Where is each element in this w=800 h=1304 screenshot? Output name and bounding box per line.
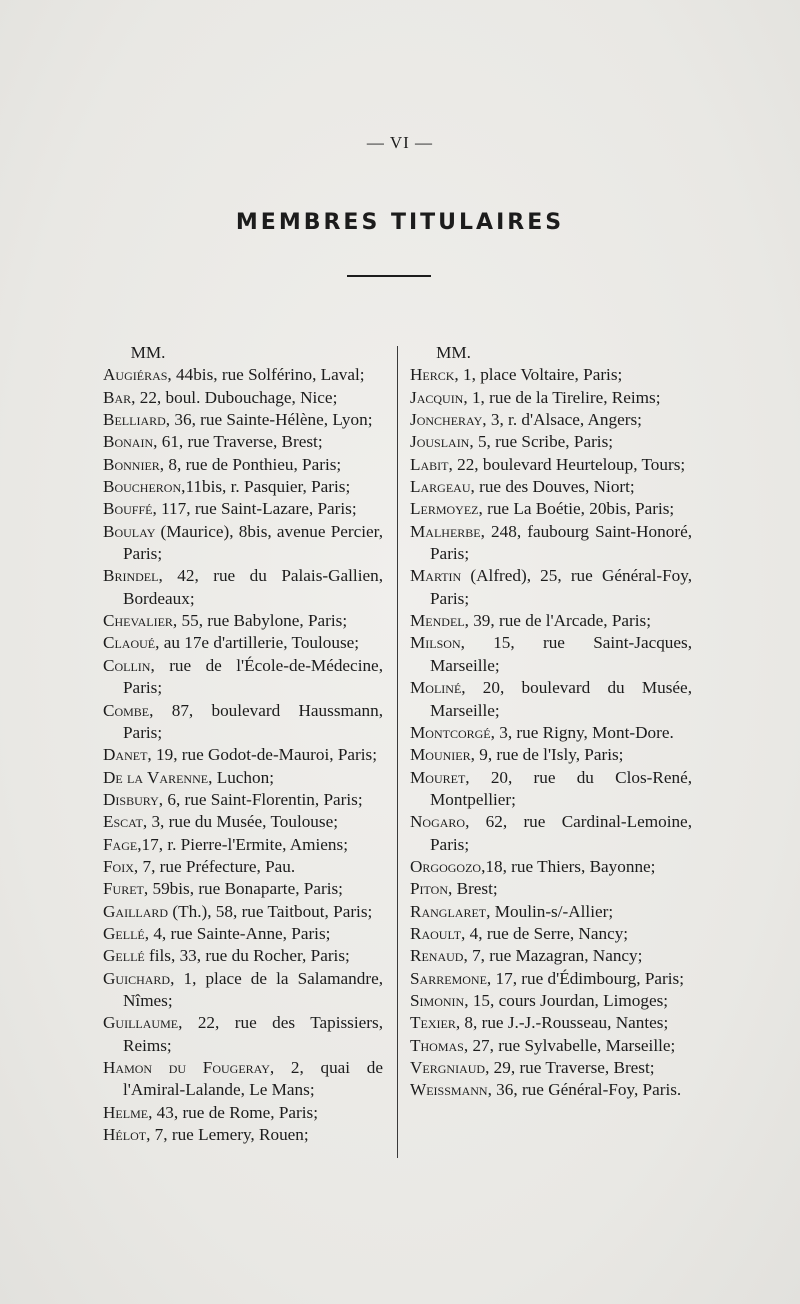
member-entry (103, 878, 383, 900)
member-name: Labit, (410, 454, 453, 474)
member-name: Bonnier, (103, 454, 165, 474)
member-address: 15, cours Jourdan, Limoges; (468, 990, 669, 1010)
member-address: 117, rue Saint-Lazare, Paris; (156, 499, 357, 519)
member-address: 4, rue Sainte-Anne, Paris; (149, 923, 331, 943)
member-entry (410, 923, 692, 945)
member-entry (410, 431, 692, 453)
member-entry (103, 610, 383, 632)
member-address: 20, rue du Clos-René, Montpellier; (430, 767, 692, 809)
member-name: Hamon du Fougeray, (103, 1058, 275, 1077)
member-address: fils, 33, rue du Rocher, Paris; (144, 946, 350, 966)
heading-rule (347, 275, 431, 277)
column-divider (397, 346, 398, 1158)
member-entry (103, 387, 383, 409)
member-address: rue des Douves, Niort; (474, 477, 635, 497)
member-address: 7, rue Lemery, Rouen; (150, 1125, 309, 1145)
member-address: 17, rue d'Édimbourg, Paris; (491, 968, 684, 988)
member-entry (410, 1012, 692, 1034)
member-address: au 17e d'artillerie, Toulouse; (159, 633, 360, 653)
member-name: De la Varenne, (103, 767, 213, 787)
member-entry (103, 1102, 383, 1124)
member-name: Mounier, (410, 745, 475, 765)
member-name: Joncheray, (410, 410, 487, 430)
member-name: Furet, (103, 879, 149, 899)
member-address: 5, rue Scribe, Paris; (473, 432, 614, 452)
member-address: 248, faubourg Saint-Honoré, Paris; (430, 521, 692, 564)
member-name: Milson, (410, 633, 465, 653)
member-name: Largeau, (410, 477, 475, 497)
member-entry (410, 744, 692, 766)
member-name: Herck, (410, 365, 459, 385)
member-name: Claoué, (103, 633, 160, 653)
member-entry (410, 945, 692, 967)
member-address: Brest; (452, 879, 498, 899)
member-name: Renaud, (410, 946, 468, 966)
member-address: 62, rue Cardinal-Lemoine, Paris; (430, 812, 692, 854)
member-entry (410, 1057, 692, 1079)
member-name: Gellé, (103, 923, 150, 943)
member-name: Moliné, (410, 678, 466, 698)
member-address: 15, rue Saint-Jacques, Marseille; (430, 633, 692, 675)
member-name: Sarremone, (410, 968, 492, 988)
member-name: Boucheron, (103, 477, 186, 497)
member-entry (103, 655, 383, 700)
left-member-list (103, 364, 383, 1146)
member-address: 2, quai de l'Amiral-Lalande, Le Mans; (123, 1058, 383, 1100)
member-entry (410, 878, 692, 900)
member-address: 55, rue Babylone, Paris; (177, 611, 348, 631)
member-address: 22, boulevard Heurteloup, Tours; (452, 454, 686, 474)
member-name: Jacquin, (410, 387, 468, 407)
member-address: 43, rue de Rome, Paris; (152, 1102, 319, 1122)
member-name: Simonin, (410, 990, 469, 1010)
member-name: Fage, (103, 834, 142, 854)
member-address: 18, rue Thiers, Bayonne; (485, 856, 656, 876)
member-name: Gellé (103, 946, 145, 966)
member-entry (410, 677, 692, 722)
member-entry (103, 968, 383, 1013)
member-address: 36, rue Sainte-Hélène, Lyon; (170, 410, 373, 430)
member-entry (103, 923, 383, 945)
member-name: Disbury, (103, 789, 164, 809)
member-address: 27, rue Sylvabelle, Marseille; (468, 1035, 676, 1055)
member-name: Hélot, (103, 1125, 151, 1145)
member-entry (410, 454, 692, 476)
member-name: Guichard, (103, 968, 175, 988)
left-column (103, 342, 383, 1146)
member-entry (103, 521, 383, 566)
member-name: Chevalier, (103, 611, 178, 631)
member-name: Augiéras, (103, 365, 172, 385)
right-member-list (410, 364, 692, 1101)
member-address: 22, rue des Tapissiers, Reims; (123, 1013, 383, 1055)
member-name: Weissmann, (410, 1080, 492, 1100)
member-address: 17, r. Pierre-l'Ermite, Amiens; (141, 834, 348, 854)
member-address: 29, rue Traverse, Brest; (489, 1058, 655, 1077)
member-name: Bonain, (103, 432, 158, 452)
member-name: Mouret, (410, 767, 470, 787)
member-address: Moulin-s/-Allier; (490, 901, 614, 921)
member-address: 19, rue Godot-de-Mauroi, Paris; (151, 745, 378, 765)
member-entry (410, 498, 692, 520)
member-name: Escat, (103, 812, 148, 832)
member-address: 42, rue du Palais-Gallien, Bordeaux; (123, 566, 383, 608)
member-entry (103, 1057, 383, 1102)
member-name: Texier, (410, 1013, 461, 1033)
member-entry (410, 767, 692, 812)
member-name: Lermoyez, (410, 499, 483, 519)
member-entry (410, 521, 692, 566)
right-column-label: MM. (436, 343, 471, 362)
member-name: Guillaume, (103, 1013, 183, 1033)
member-entry (410, 632, 692, 677)
member-address: 3, rue du Musée, Toulouse; (147, 812, 338, 832)
left-column-label: MM. (130, 343, 166, 362)
member-name: Helme, (103, 1102, 153, 1122)
member-address: 59bis, rue Bonaparte, Paris; (148, 879, 343, 899)
member-address: 36, rue Général-Foy, Paris. (491, 1080, 682, 1100)
member-entry (410, 990, 692, 1012)
member-name: Jouslain, (410, 432, 474, 452)
member-name: Piton, (410, 879, 453, 899)
member-address: Luchon; (212, 767, 274, 787)
member-name: Ranglaret, (410, 901, 491, 921)
member-address: 9, rue de l'Isly, Paris; (474, 745, 624, 765)
member-entry (103, 1012, 383, 1057)
member-entry (410, 1035, 692, 1057)
member-name: Malherbe, (410, 521, 485, 541)
member-entry (410, 476, 692, 498)
member-name: Gaillard (103, 901, 169, 921)
member-entry (103, 498, 383, 520)
member-entry (103, 364, 383, 386)
member-name: Montcorgé, (410, 722, 495, 742)
member-entry (103, 856, 383, 878)
member-name: Belliard, (103, 410, 171, 430)
member-name: Orgogozo, (410, 856, 486, 876)
member-address: rue de l'École-de-Médecine, Paris; (123, 655, 383, 698)
member-entry (410, 409, 692, 431)
member-address: 1, place de la Salamandre, Nîmes; (123, 968, 383, 1010)
member-entry (103, 454, 383, 476)
member-address: 20, boulevard du Musée, Marseille; (430, 678, 692, 720)
member-name: Raoult, (410, 923, 466, 943)
member-entry (410, 722, 692, 744)
member-address: 6, rue Saint-Florentin, Paris; (163, 789, 363, 809)
member-address: 61, rue Traverse, Brest; (157, 432, 323, 452)
member-entry (103, 700, 383, 745)
member-name: Mendel, (410, 611, 469, 631)
member-entry (103, 834, 383, 856)
member-entry (103, 789, 383, 811)
member-entry (410, 565, 692, 610)
member-address: (Alfred), 25, rue Général-Foy, Paris; (430, 566, 692, 608)
member-address: 22, boul. Dubouchage, Nice; (135, 387, 338, 407)
member-address: (Th.), 58, rue Taitbout, Paris; (168, 901, 373, 921)
member-entry (103, 811, 383, 833)
member-name: Boulay (103, 521, 156, 541)
member-name: Bar, (103, 387, 136, 407)
member-name: Brindel, (103, 566, 163, 586)
member-entry (103, 476, 383, 498)
member-name: Nogaro, (410, 812, 470, 832)
member-entry (103, 767, 383, 789)
member-name: Danet, (103, 745, 152, 765)
member-entry (410, 811, 692, 856)
member-address: 1, rue de la Tirelire, Reims; (467, 387, 661, 407)
member-entry (103, 945, 383, 967)
member-name: Collin, (103, 655, 155, 675)
member-address: (Maurice), 8bis, avenue Percier, Paris; (123, 521, 383, 564)
member-name: Thomas, (410, 1035, 469, 1055)
member-entry (410, 610, 692, 632)
member-address: 39, rue de l'Arcade, Paris; (468, 611, 651, 631)
member-address: 1, place Voltaire, Paris; (458, 365, 623, 385)
member-address: 11bis, r. Pasquier, Paris; (185, 477, 351, 497)
member-name: Martin (410, 566, 462, 586)
member-entry (103, 409, 383, 431)
member-entry (103, 1124, 383, 1146)
right-column (410, 342, 692, 1102)
member-entry (410, 387, 692, 409)
member-entry (410, 901, 692, 923)
member-entry (103, 632, 383, 654)
member-name: Bouffé, (103, 499, 157, 519)
member-entry (103, 744, 383, 766)
page-number: — VI — (366, 133, 434, 152)
member-address: rue La Boétie, 20bis, Paris; (482, 499, 675, 519)
member-address: 8, rue J.-J.-Rousseau, Nantes; (460, 1013, 669, 1033)
member-name: Foix, (103, 856, 139, 876)
member-entry (103, 901, 383, 923)
member-address: 87, boulevard Haussmann, Paris; (123, 700, 383, 742)
member-address: 7, rue Mazagran, Nancy; (467, 946, 643, 966)
member-name: Combe, (103, 700, 154, 720)
member-entry (103, 565, 383, 610)
member-address: 3, rue Rigny, Mont-Dore. (494, 722, 674, 742)
member-entry (410, 856, 692, 878)
member-entry (410, 364, 692, 386)
member-address: 7, rue Préfecture, Pau. (138, 856, 296, 876)
member-name: Vergniaud, (410, 1058, 490, 1077)
member-address: 44bis, rue Solférino, Laval; (171, 365, 365, 385)
section-heading: MEMBRES TITULAIRES (235, 210, 565, 235)
member-entry (410, 1079, 692, 1101)
member-address: 4, rue de Serre, Nancy; (465, 923, 629, 943)
member-entry (103, 431, 383, 453)
member-address: 8, rue de Ponthieu, Paris; (164, 454, 342, 474)
member-entry (410, 968, 692, 990)
member-address: 3, r. d'Alsace, Angers; (486, 410, 642, 430)
